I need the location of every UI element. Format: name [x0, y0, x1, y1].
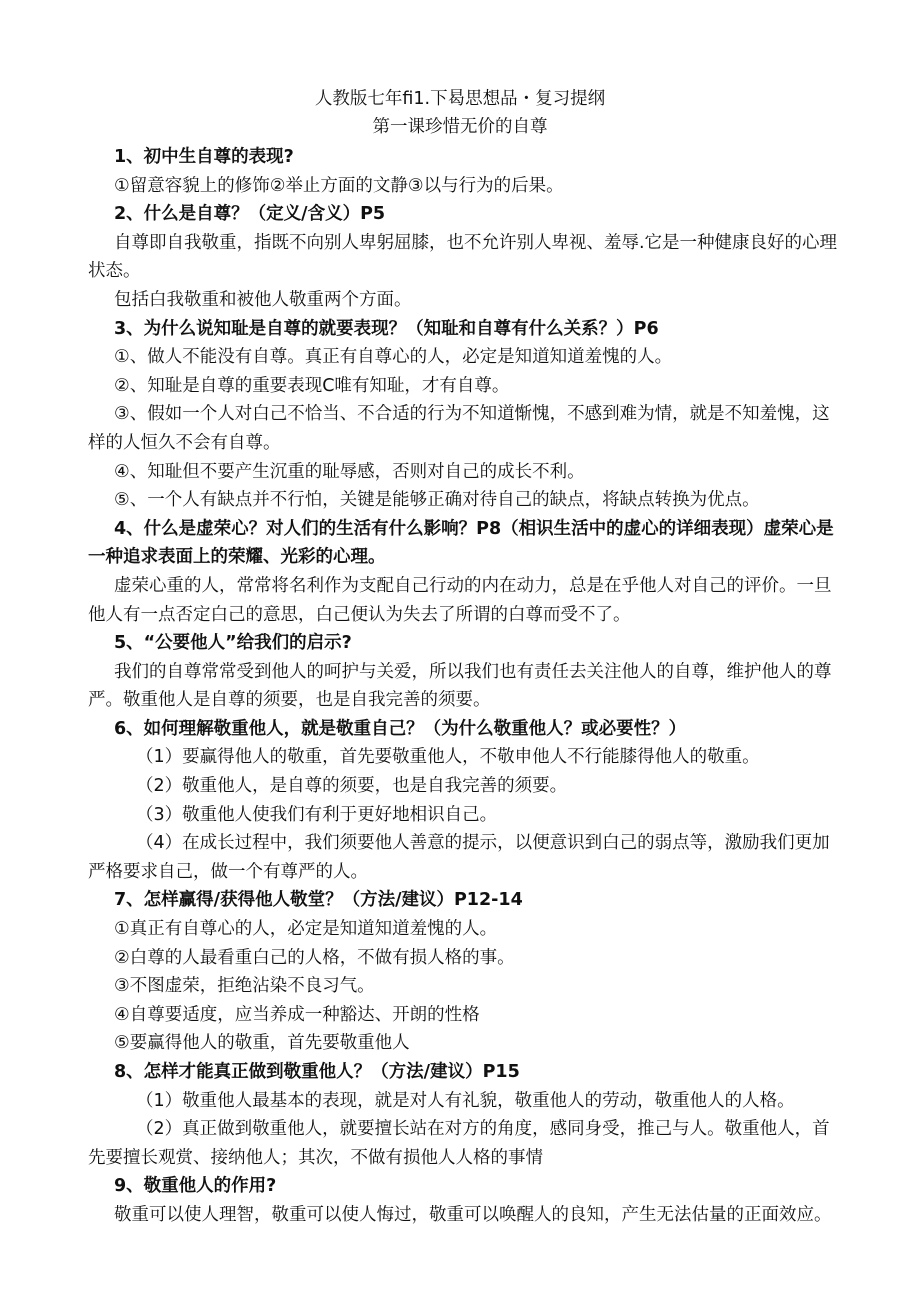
answer-7-point-5: ⑤要赢得他人的敬重，首先要敬重他人	[114, 1033, 410, 1054]
question-4: 4、什么是虚荣心？对人们的生活有什么影响？P8（相识生活中的虚心的详细表现）虚荣心是一种追求表面上的荣耀、光彩的心理。	[88, 518, 834, 568]
question-7: 7、怎样赢得/获得他人敬堂？（方法/建议）P12-14	[114, 890, 523, 911]
answer-9: 敬重可以使人理智，敬重可以使人悔过，敬重可以唤醒人的良知，产生无法估量的正面效应。	[114, 1204, 832, 1225]
question-9: 9、敬重他人的作用?	[114, 1176, 277, 1197]
lesson-title: 第一课珍惜无价的自尊	[372, 117, 548, 137]
question-2: 2、什么是自尊？（定义/含义）P5	[114, 204, 386, 225]
answer-8-point-1: （1）敬重他人最基本的表现，就是对人有礼貌，敬重他人的劳动，敬重他人的人格。	[136, 1090, 795, 1111]
answer-6-point-1: （1）要赢得他人的敬重，首先要敬重他人，不敬申他人不行能膝得他人的敬重。	[136, 747, 760, 768]
answer-7-point-4: ④自尊要适度，应当养成一种豁达、开朗的性格	[114, 1004, 480, 1025]
answer-2-aspects: 包括白我敬重和被他人敬重两个方面。	[114, 289, 412, 310]
answer-6-point-3: （3）敬重他人使我们有利于更好地相识自己。	[136, 804, 498, 825]
answer-3-point-2: ②、知耻是自尊的重要表现C唯有知耻，才有自尊。	[114, 375, 510, 396]
answer-1: ①留意容貌上的修饰②举止方面的文静③以与行为的后果。	[114, 175, 564, 196]
answer-7-point-1: ①真正有自尊心的人，必定是知道知道羞愧的人。	[114, 919, 498, 940]
question-6: 6、如何理解敬重他人，就是敬重自己？（为什么敬重他人？或必要性？）	[114, 718, 687, 739]
answer-3-point-1: ①、做人不能没有自尊。真正有自尊心的人，必定是知道知道羞愧的人。	[114, 347, 673, 368]
answer-8-point-2: （2）真正做到敬重他人，就要擅长站在对方的角度，感同身受，推己与人。敬重他人，首先要擅长观赏、接纳他人；其次，不做有损他人人格的事情	[88, 1119, 830, 1168]
document-title: 人教版七年fi1.下曷思想品・复习提纲	[314, 89, 606, 109]
answer-7-point-3: ③不图虚荣，拒绝沾染不良习气。	[114, 976, 375, 997]
answer-7-point-2: ②白尊的人最看重白己的人格，不做有损人格的事。	[114, 947, 515, 968]
question-1: 1、初中生自尊的表现?	[114, 147, 294, 167]
answer-3-point-3: ③、假如一个人对白己不恰当、不合适的行为不知道惭愧，不感到难为情，就是不知羞愧，这样的人恒久不会有自尊。	[88, 404, 830, 453]
outline-body	[88, 143, 846, 1230]
answer-6-point-2: （2）敬重他人，是自尊的须要，也是自我完善的须要。	[136, 776, 568, 797]
answer-3-point-5: ⑤、一个人有缺点并不行怕，关键是能够正确对待自己的缺点，将缺点转换为优点。	[114, 490, 760, 511]
question-8: 8、怎样才能真正做到敬重他人？（方法/建议）P15	[114, 1062, 520, 1082]
answer-3-point-4: ④、知耻但不要产生沉重的耻辱感，否则对自己的成长不利。	[114, 461, 585, 482]
answer-6-point-4: （4）在成长过程中，我们须要他人善意的提示，以便意识到白己的弱点等，激励我们更加严格要求自己，做一个有尊严的人。	[88, 833, 830, 882]
answer-4: 虚荣心重的人，常常将名利作为支配自己行动的内在动力，总是在乎他人对自己的评价。一旦他人有一点否定白己的意思，白己便认为失去了所谓的白尊而受不了。	[88, 575, 832, 625]
answer-2-definition: 自尊即自我敬重，指既不向别人卑躬屈膝，也不允许别人卑视、羞辱.它是一种健康良好的心理状态。	[88, 232, 838, 282]
question-5: 5、“公要他人”给我们的启示?	[114, 633, 352, 654]
answer-5: 我们的自尊常常受到他人的呵护与关爱，所以我们也有责任去关注他人的自尊，维护他人的尊严。敬重他人是自尊的须要，也是自我完善的须要。	[88, 661, 832, 711]
question-3: 3、为什么说知耻是自尊的就要表现？（知耻和自尊有什么关系？）P6	[114, 318, 659, 339]
